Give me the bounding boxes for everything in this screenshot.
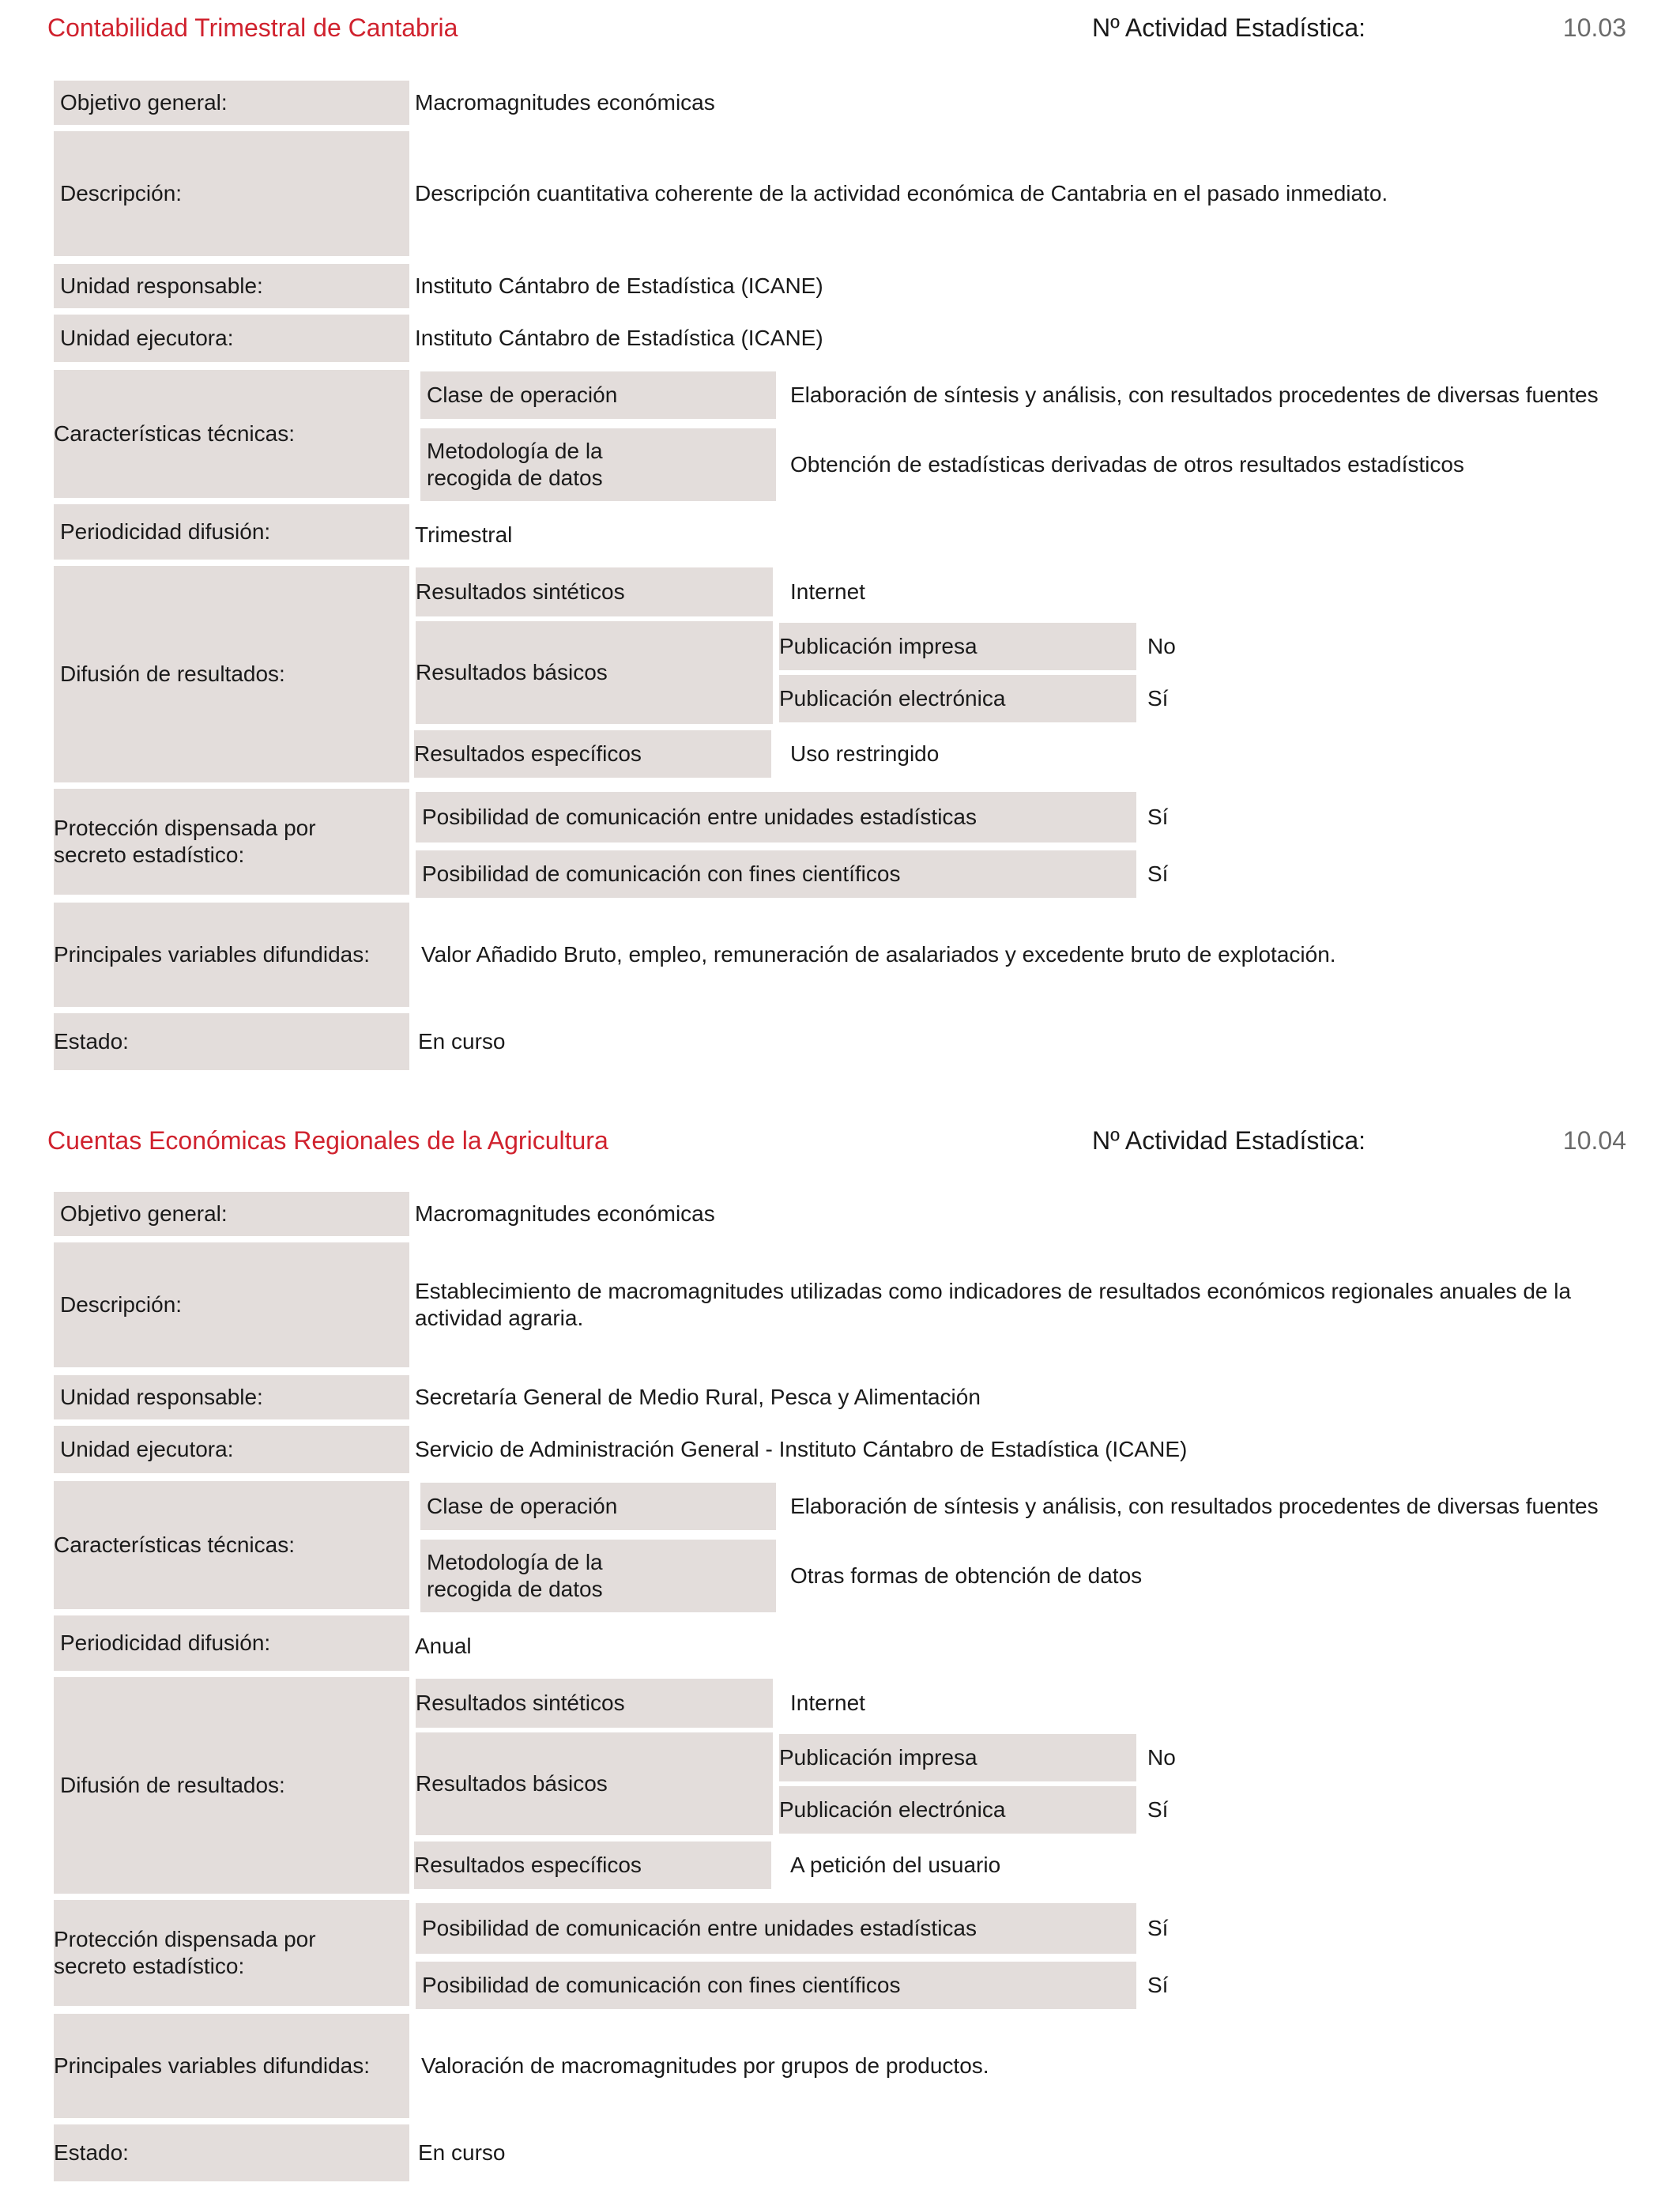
metodologia-value: Obtención de estadísticas derivadas de otros resultados estadísticos [790, 452, 1464, 477]
proteccion-label: Protección dispensada por secreto estadístico: [54, 1900, 409, 2006]
variables-label: Principales variables difundidas: [54, 2014, 409, 2118]
periodicidad-label: Periodicidad difusión: [54, 1615, 409, 1671]
comunicacion-cientificos-value: Sí [1147, 1973, 1169, 1997]
clase-operacion-label: Clase de operación [420, 371, 776, 419]
unidad-responsable-value: Secretaría General de Medio Rural, Pesca y Alimentación [415, 1385, 981, 1409]
difusion-label: Difusión de resultados: [54, 566, 409, 782]
resultados-sinteticos-value: Internet [790, 579, 865, 604]
comunicacion-cientificos-value: Sí [1147, 861, 1169, 886]
descripcion-value: Descripción cuantitativa coherente de la actividad económica de Cantabria en el pasado inmediato. [415, 181, 1388, 205]
periodicidad-value: Trimestral [415, 522, 513, 547]
metodologia-value: Otras formas de obtención de datos [790, 1563, 1143, 1588]
record-title: Cuentas Económicas Regionales de la Agricultura [47, 1126, 608, 1155]
resultados-especificos-value: A petición del usuario [790, 1853, 1001, 1877]
comunicacion-unidades-label: Posibilidad de comunicación entre unidades estadísticas [416, 792, 1136, 843]
clase-operacion-label: Clase de operación [420, 1483, 776, 1530]
comunicacion-unidades-value: Sí [1147, 805, 1169, 829]
comunicacion-cientificos-label: Posibilidad de comunicación con fines científicos [416, 1962, 1136, 2009]
unidad-responsable-label: Unidad responsable: [54, 1375, 409, 1419]
variables-value: Valoración de macromagnitudes por grupos de productos. [421, 2053, 989, 2078]
publicacion-electronica-label: Publicación electrónica [779, 675, 1136, 722]
resultados-basicos-label: Resultados básicos [416, 621, 773, 724]
unidad-responsable-value: Instituto Cántabro de Estadística (ICANE) [415, 273, 823, 298]
publicacion-impresa-value: No [1147, 1745, 1176, 1770]
metodologia-label: Metodología de la recogida de datos [420, 1540, 776, 1612]
objetivo-value: Macromagnitudes económicas [415, 1201, 715, 1226]
estado-label: Estado: [54, 2124, 409, 2181]
record-title: Contabilidad Trimestral de Cantabria [47, 13, 458, 42]
resultados-sinteticos-label: Resultados sintéticos [416, 567, 773, 616]
comunicacion-cientificos-label: Posibilidad de comunicación con fines científicos [416, 850, 1136, 898]
unidad-ejecutora-label: Unidad ejecutora: [54, 315, 409, 362]
publicacion-electronica-label: Publicación electrónica [779, 1786, 1136, 1834]
descripcion-value: Establecimiento de macromagnitudes utilizadas como indicadores de resultados económicos regionales anuales de la actividad agraria. [415, 1279, 1572, 1330]
resultados-basicos-label: Resultados básicos [416, 1732, 773, 1835]
resultados-sinteticos-label: Resultados sintéticos [416, 1679, 773, 1728]
activity-number-label: Nº Actividad Estadística: [1092, 13, 1366, 42]
unidad-ejecutora-value: Servicio de Administración General - Instituto Cántabro de Estadística (ICANE) [415, 1437, 1188, 1461]
clase-operacion-value: Elaboración de síntesis y análisis, con resultados procedentes de diversas fuentes [790, 1494, 1599, 1518]
resultados-sinteticos-value: Internet [790, 1691, 865, 1715]
variables-value: Valor Añadido Bruto, empleo, remuneración de asalariados y excedente bruto de explotación. [421, 942, 1336, 967]
variables-label: Principales variables difundidas: [54, 903, 409, 1007]
caracteristicas-label: Características técnicas: [54, 370, 409, 498]
publicacion-impresa-label: Publicación impresa [779, 1734, 1136, 1781]
publicacion-impresa-value: No [1147, 634, 1176, 658]
objetivo-value: Macromagnitudes económicas [415, 90, 715, 115]
clase-operacion-value: Elaboración de síntesis y análisis, con resultados procedentes de diversas fuentes [790, 383, 1599, 407]
descripcion-label: Descripción: [54, 1242, 409, 1367]
activity-number: 10.03 [1562, 13, 1626, 42]
descripcion-label: Descripción: [54, 131, 409, 256]
proteccion-label: Protección dispensada por secreto estadístico: [54, 789, 409, 895]
comunicacion-unidades-label: Posibilidad de comunicación entre unidades estadísticas [416, 1903, 1136, 1954]
publicacion-electronica-value: Sí [1147, 686, 1169, 711]
estado-value: En curso [418, 2140, 506, 2165]
resultados-especificos-label: Resultados específicos [414, 730, 771, 778]
publicacion-impresa-label: Publicación impresa [779, 623, 1136, 670]
periodicidad-label: Periodicidad difusión: [54, 504, 409, 560]
caracteristicas-label: Características técnicas: [54, 1481, 409, 1609]
resultados-especificos-label: Resultados específicos [414, 1842, 771, 1889]
objetivo-label: Objetivo general: [54, 81, 409, 125]
difusion-label: Difusión de resultados: [54, 1677, 409, 1894]
publicacion-electronica-value: Sí [1147, 1797, 1169, 1822]
unidad-ejecutora-value: Instituto Cántabro de Estadística (ICANE) [415, 326, 823, 350]
objetivo-label: Objetivo general: [54, 1192, 409, 1236]
metodologia-label: Metodología de la recogida de datos [420, 428, 776, 501]
resultados-especificos-value: Uso restringido [790, 741, 940, 766]
unidad-responsable-label: Unidad responsable: [54, 264, 409, 308]
unidad-ejecutora-label: Unidad ejecutora: [54, 1426, 409, 1473]
estado-label: Estado: [54, 1013, 409, 1070]
activity-number: 10.04 [1562, 1126, 1626, 1155]
estado-value: En curso [418, 1029, 506, 1054]
periodicidad-value: Anual [415, 1634, 472, 1658]
comunicacion-unidades-value: Sí [1147, 1916, 1169, 1940]
activity-number-label: Nº Actividad Estadística: [1092, 1126, 1366, 1155]
